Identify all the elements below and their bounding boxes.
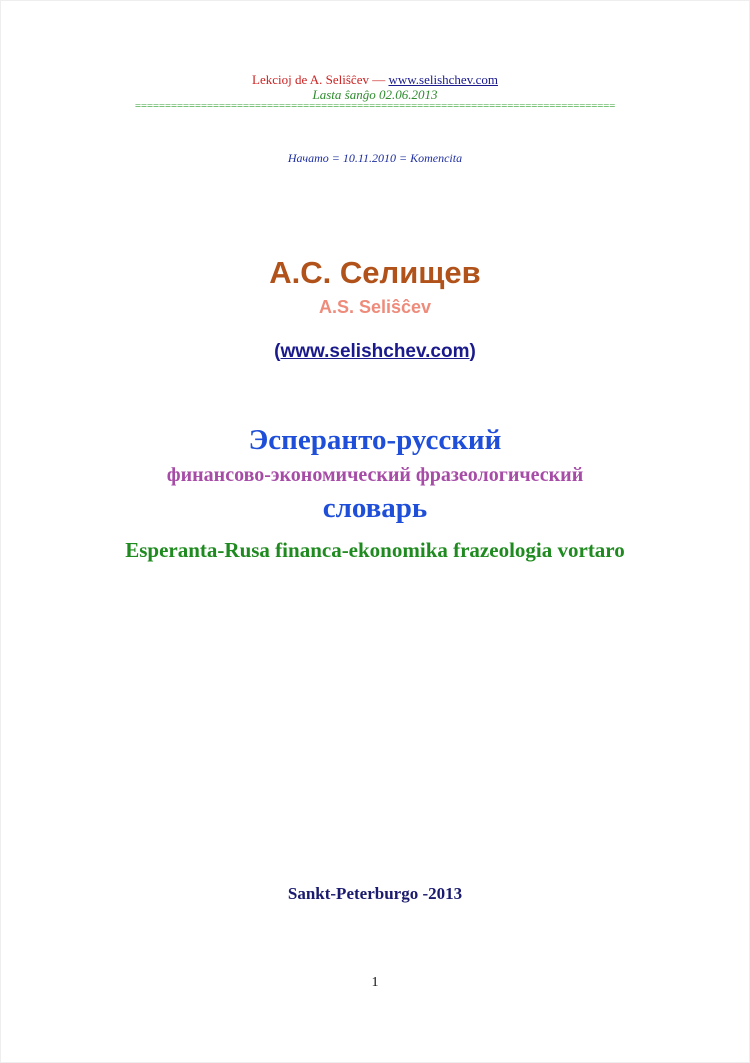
- header-lessons-line: [0, 72, 750, 88]
- title-line-2: финансово-экономический фразеологический: [166, 464, 584, 486]
- title-esperanto: Esperanta-Rusa financa-ekonomika frazeologia vortaro: [125, 538, 625, 562]
- header-site-link[interactable]: www.selishchev.com: [388, 72, 498, 87]
- header-rule: ================================================================================: [134, 100, 616, 112]
- header-lessons-text: Lekcioj de A. Seliŝĉev —: [252, 72, 389, 87]
- place-year: Sankt-Peterburgo -2013: [287, 884, 463, 903]
- site-link[interactable]: www.selishchev.com: [280, 341, 470, 362]
- site-line: [0, 341, 750, 363]
- site-close-paren: ): [469, 341, 476, 362]
- started-date: Начато = 10.11.2010 = Komencita: [287, 151, 463, 165]
- header-last-change: Lasta ŝanĝo 02.06.2013: [312, 87, 438, 102]
- author-name-eo: A.S. Seliŝĉev: [318, 297, 432, 317]
- title-line-1: Эсперанто-русский: [248, 424, 502, 456]
- site-open-paren: (: [274, 341, 281, 362]
- title-line-3: словарь: [322, 492, 428, 524]
- page-number: 1: [371, 975, 379, 990]
- author-name-ru: А.С. Селищев: [269, 255, 481, 290]
